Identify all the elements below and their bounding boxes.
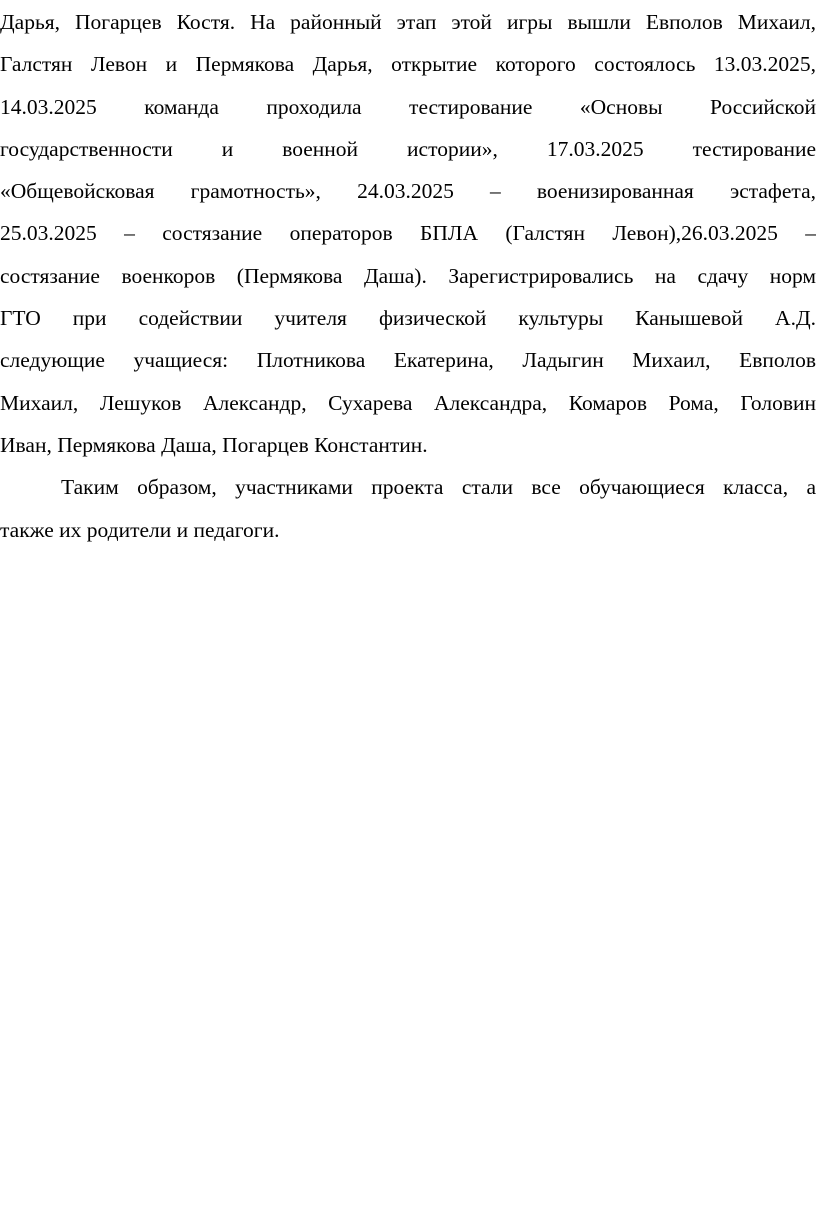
text-line: Михаил, Лешуков Александр, Сухарева Александра, Комаров Рома, Головин: [0, 390, 816, 415]
text-line: Галстян Левон и Пермякова Дарья, открытие которого состоялось 13.03.2025,: [0, 52, 816, 77]
text-line: следующие учащиеся: Плотникова Екатерина, Ладыгин Михаил, Евполов: [0, 348, 816, 373]
document-body: [0, 0, 816, 551]
text-line: 14.03.2025 команда проходила тестирование «Основы Российской: [0, 94, 816, 119]
text-line: «Общевойсковая грамотность», 24.03.2025 – военизированная эстафета,: [0, 179, 816, 204]
text-line: Дарья, Погарцев Костя. На районный этап этой игры вышли Евполов Михаил,: [0, 10, 816, 34]
text-line: государственности и военной истории», 17.03.2025 тестирование: [0, 136, 816, 161]
text-line: Таким образом, участниками проекта стали все обучающиеся класса, а: [61, 475, 816, 500]
text-line: 25.03.2025 – состязание операторов БПЛА (Галстян Левон),26.03.2025 –: [0, 221, 816, 246]
text-line: Иван, Пермякова Даша, Погарцев Константин.: [0, 432, 428, 457]
paragraph-participants: [0, 0, 816, 466]
text-line: состязание военкоров (Пермякова Даша). Зарегистрировались на сдачу норм: [0, 263, 816, 288]
paragraph-conclusion: [0, 466, 816, 551]
text-line: ГТО при содействии учителя физической культуры Канышевой А.Д.: [0, 306, 816, 331]
text-line: также их родители и педагоги.: [0, 517, 280, 542]
